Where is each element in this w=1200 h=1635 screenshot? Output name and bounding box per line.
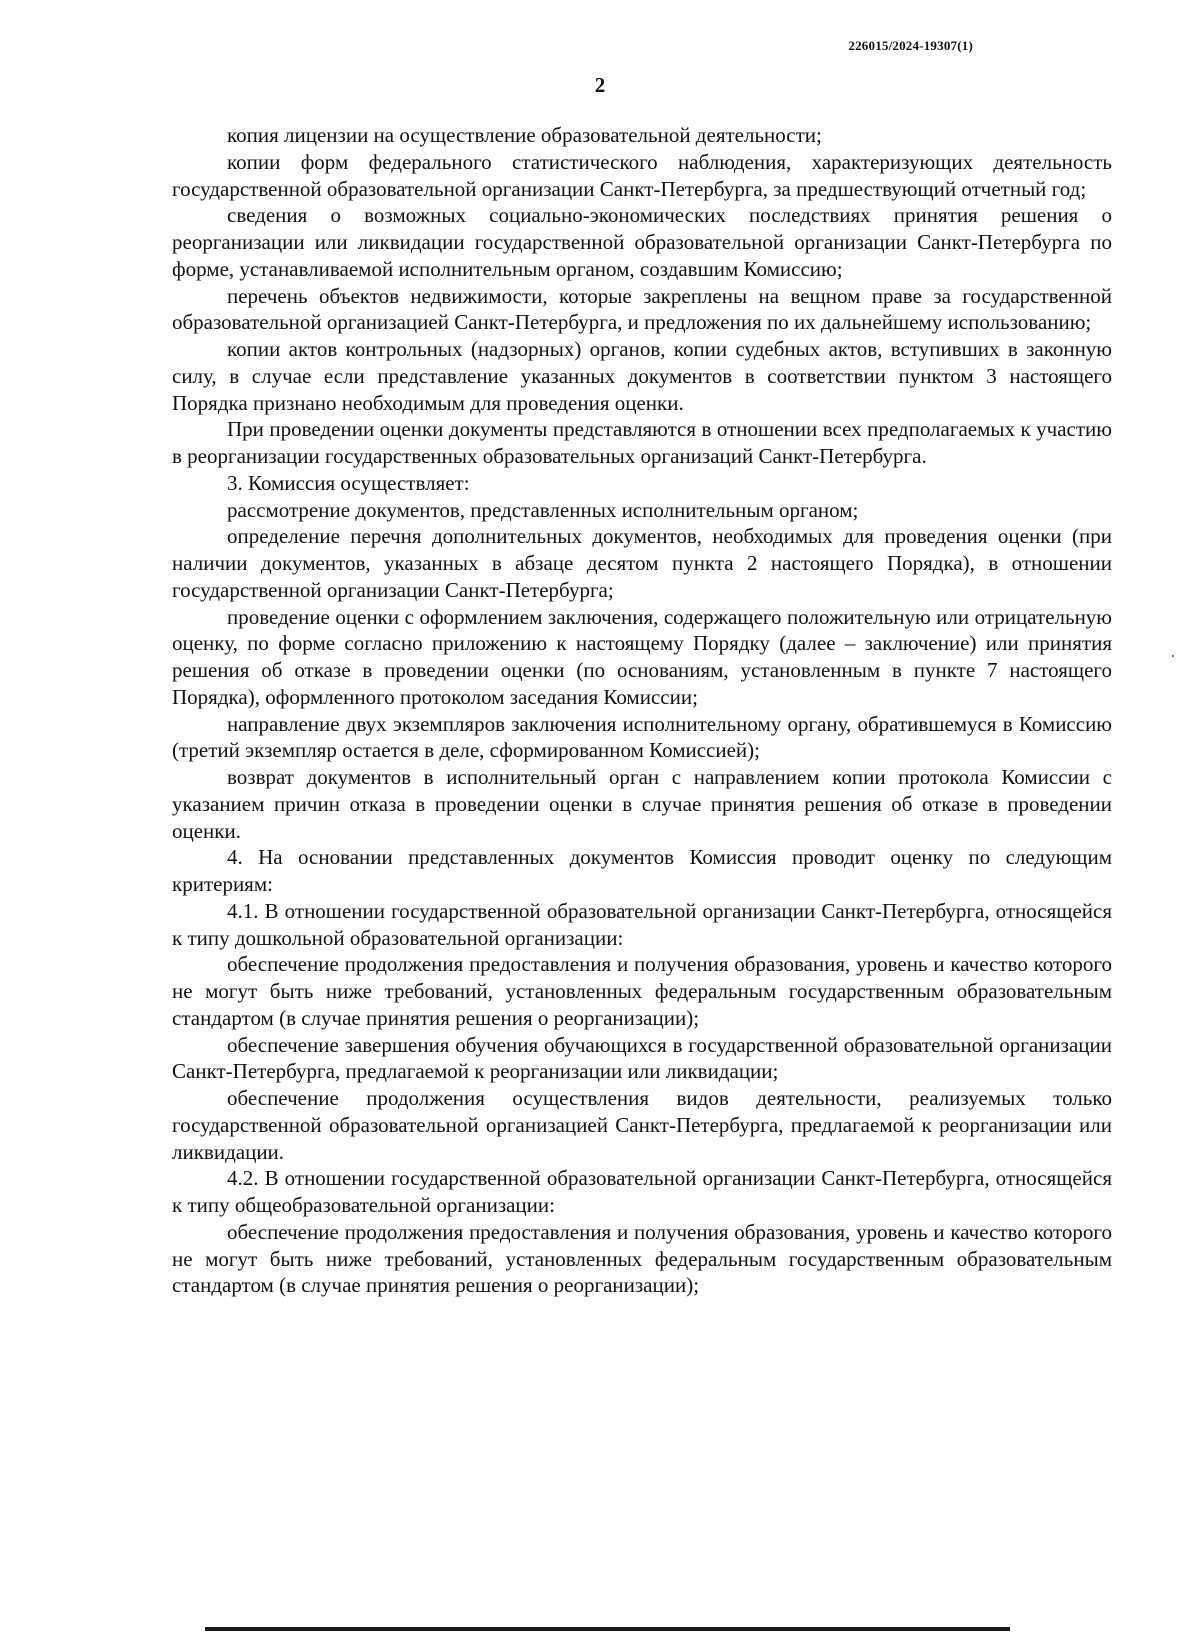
paragraph: направление двух экземпляров заключения исполнительному органу, обратившемуся в Комиссию (третий экземпляр остается в деле, сформированном Комиссией); <box>172 711 1112 763</box>
bottom-scan-edge <box>205 1627 1010 1631</box>
paragraph-section-4-2: 4.2. В отношении государственной образовательной организации Санкт-Петербурга, относящейся к типу общеобразовательной организации: <box>172 1166 1112 1217</box>
paragraph: перечень объектов недвижимости, которые закреплены на вещном праве за государственной образовательной организацией Санкт-Петербурга, и предложения по их дальнейшему использованию; <box>172 283 1112 335</box>
paragraph: копия лицензии на осуществление образовательной деятельности; <box>227 123 822 147</box>
paragraph: возврат документов в исполнительный орган с направлением копии протокола Комиссии с указанием причин отказа в проведении оценки в случае принятия решения об отказе в проведении оценки. <box>172 765 1112 843</box>
paragraph: обеспечение продолжения предоставления и получения образования, уровень и качество которого не могут быть ниже требований, установленных федеральным государственным образовательным стандартом (в случае принятия решения о реорганизации); <box>172 952 1112 1030</box>
page-number: 2 <box>594 73 606 97</box>
paragraph: проведение оценки с оформлением заключения, содержащего положительную или отрицательную оценку, по форме согласно приложению к настоящему Порядку (далее – заключение) или принятия решения об отказе в проведении оценки (по основаниям, установленным в пункте 7 настоящего Порядка), оформленного протоколом заседания Комиссии; <box>172 604 1112 709</box>
paragraph-section-3: 3. Комиссия осуществляет: <box>227 470 470 495</box>
paragraph: При проведении оценки документы представляются в отношении всех предполагаемых к участию в реорганизации государственных образовательных организаций Санкт-Петербурга. <box>172 417 1112 468</box>
document-body <box>172 122 1112 1299</box>
paragraph: обеспечение завершения обучения обучающихся в государственной образовательной организации Санкт-Петербурга, предлагаемой к реорганизации или ликвидации; <box>172 1032 1112 1084</box>
paragraph: обеспечение продолжения осуществления видов деятельности, реализуемых только государственной образовательной организацией Санкт-Петербурга, предлагаемой к реорганизации или ликвидации. <box>172 1086 1112 1164</box>
paragraph: сведения о возможных социально-экономических последствиях принятия решения о реорганизации или ликвидации государственной образовательной организации Санкт-Петербурга по форме, устанавливаемой исполнительным органом, создавшим Комиссию; <box>172 203 1112 281</box>
document-registration-number: 226015/2024-19307(1) <box>848 38 973 53</box>
paragraph: копии актов контрольных (надзорных) органов, копии судебных актов, вступивших в законную силу, в случае если представление указанных документов в соответствии пунктом 3 настоящего Порядка признано необходимым для проведения оценки. <box>172 337 1112 415</box>
paragraph: рассмотрение документов, представленных исполнительным органом; <box>227 497 859 522</box>
paragraph: копии форм федерального статистического наблюдения, характеризующих деятельность государственной образовательной организации Санкт-Петербурга, за предшествующий отчетный год; <box>172 149 1112 201</box>
paragraph: обеспечение продолжения предоставления и получения образования, уровень и качество которого не могут быть ниже требований, установленных федеральным государственным образовательным стандартом (в случае принятия решения о реорганизации); <box>172 1219 1112 1298</box>
scan-artifact <box>1172 655 1174 657</box>
paragraph-section-4-1: 4.1. В отношении государственной образовательной организации Санкт-Петербурга, относящейся к типу дошкольной образовательной организации: <box>172 898 1112 950</box>
paragraph-section-4: 4. На основании представленных документов Комиссия проводит оценку по следующим критериям: <box>172 845 1112 896</box>
paragraph: определение перечня дополнительных документов, необходимых для проведения оценки (при наличии документов, указанных в абзаце десятом пункта 2 настоящего Порядка), в отношении государственной организации Санкт-Петербурга; <box>172 524 1112 602</box>
